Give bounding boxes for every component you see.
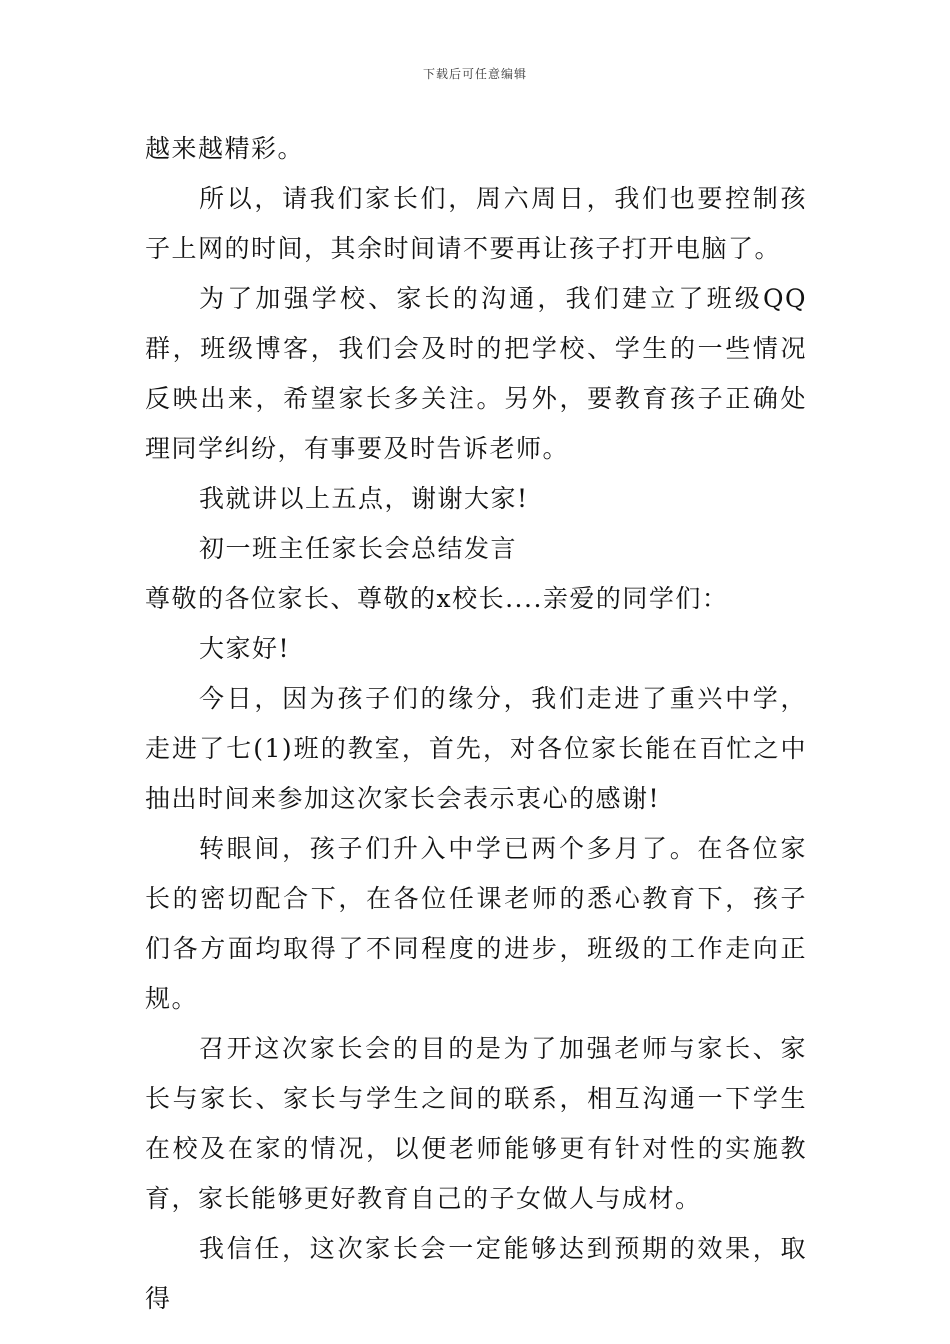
section-title: 初一班主任家长会总结发言 bbox=[199, 534, 518, 563]
document-body bbox=[145, 124, 807, 1324]
paragraph: 我信任，这次家长会一定能够达到预期的效果，取得 bbox=[145, 1234, 807, 1313]
paragraph: 转眼间，孩子们升入中学已两个多月了。在各位家长的密切配合下，在各位任课老师的悉心教育下，孩子们各方面均取得了不同程度的进步，班级的工作走向正规。 bbox=[145, 834, 807, 1013]
paragraph: 今日，因为孩子们的缘分，我们走进了重兴中学，走进了七(1)班的教室，首先，对各位家长能在百忙之中抽出时间来参加这次家长会表示衷心的感谢! bbox=[145, 684, 807, 813]
paragraph: 我就讲以上五点，谢谢大家! bbox=[199, 484, 529, 513]
greeting: 大家好! bbox=[199, 634, 291, 663]
paragraph: 所以，请我们家长们，周六周日，我们也要控制孩子上网的时间，其余时间请不要再让孩子打开电脑了。 bbox=[145, 184, 807, 263]
salutation: 尊敬的各位家长、尊敬的x校长....亲爱的同学们： bbox=[145, 584, 729, 613]
paragraph: 越来越精彩。 bbox=[145, 134, 305, 163]
page-header: 下载后可任意编辑 bbox=[422, 67, 527, 81]
paragraph: 召开这次家长会的目的是为了加强老师与家长、家长与家长、家长与学生之间的联系，相互沟通一下学生在校及在家的情况，以便老师能够更有针对性的实施教育，家长能够更好教育自己的子女做人与成材。 bbox=[145, 1034, 807, 1213]
paragraph: 为了加强学校、家长的沟通，我们建立了班级QQ群，班级博客，我们会及时的把学校、学生的一些情况反映出来，希望家长多关注。另外，要教育孩子正确处理同学纠纷，有事要及时告诉老师。 bbox=[145, 284, 807, 463]
